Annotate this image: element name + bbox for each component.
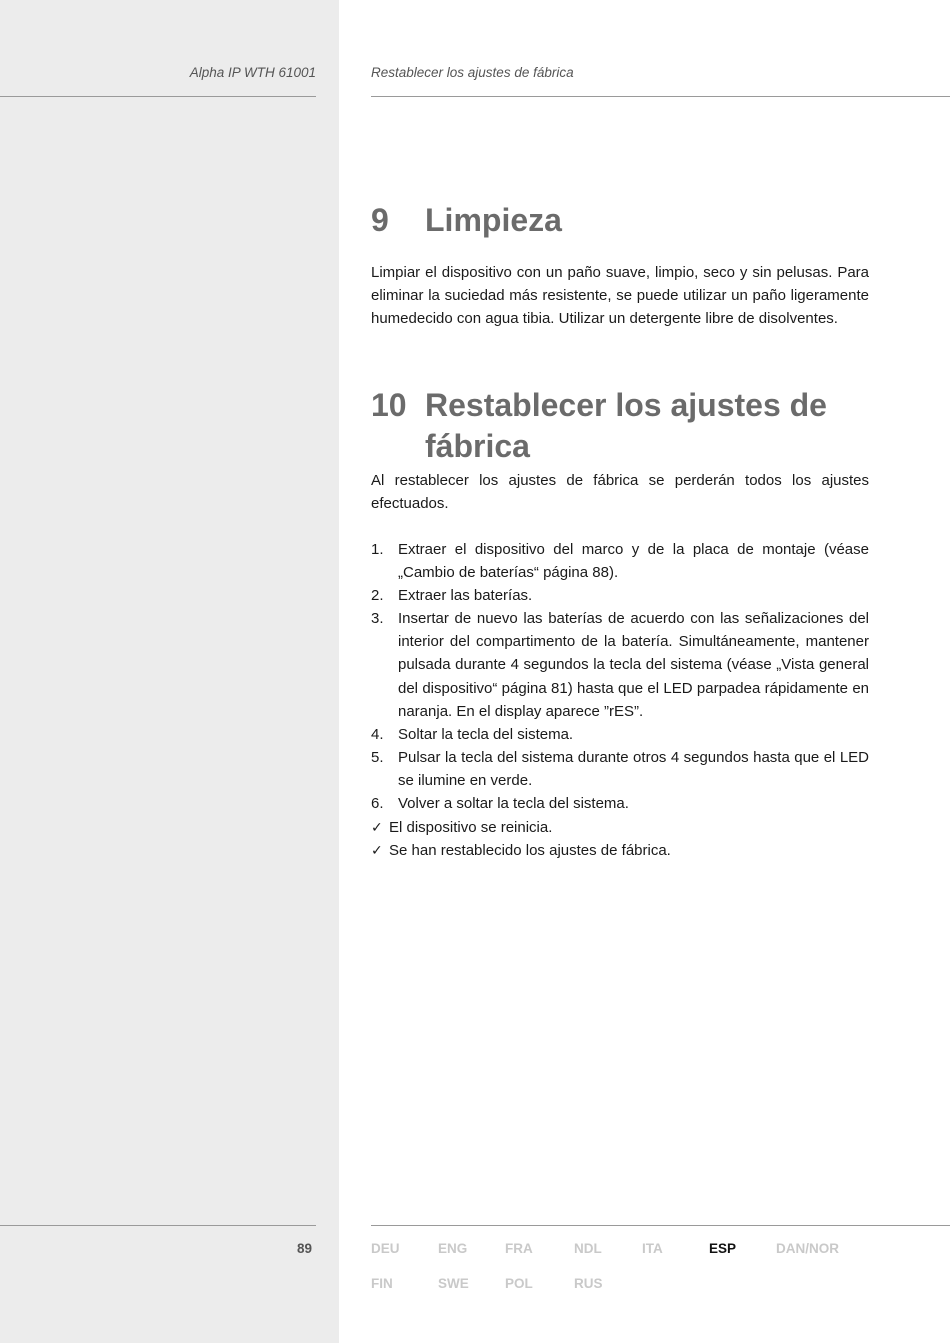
results-list bbox=[371, 816, 869, 862]
list-item: 3. Insertar de nuevo las baterías de acuerdo con las señalizaciones del interior del compartimento de la batería. Simultáneamente, mantener pulsada durante 4 segundos la tecla del sistema (véase „Vista general del dispositivo“ página 81) hasta que el LED parpadea rápidamente en naranja. En el display aparece ”rES”. bbox=[371, 610, 869, 720]
lang-pol[interactable]: POL bbox=[505, 1276, 533, 1291]
section-10-title: Restablecer los ajustes de fábrica bbox=[425, 387, 827, 464]
lang-swe[interactable]: SWE bbox=[438, 1276, 469, 1291]
lang-fra[interactable]: FRA bbox=[505, 1241, 533, 1256]
checkmark-icon: ✓ bbox=[371, 819, 383, 835]
lang-deu[interactable]: DEU bbox=[371, 1241, 400, 1256]
checkmark-icon: ✓ bbox=[371, 842, 383, 859]
footer-divider-right bbox=[371, 1225, 950, 1226]
footer-divider-left bbox=[0, 1225, 316, 1226]
result-item: ✓ Se han restablecido los ajustes de fábrica. bbox=[371, 839, 869, 862]
list-item: 4. Soltar la tecla del sistema. bbox=[371, 725, 574, 743]
lang-esp[interactable]: ESP bbox=[709, 1241, 737, 1256]
list-item: 5. Pulsar la tecla del sistema durante otros 4 segundos hasta que el LED se ilumine en verde. bbox=[371, 748, 869, 789]
lang-rus[interactable]: RUS bbox=[574, 1276, 603, 1291]
header-product-name: Alpha IP WTH 61001 bbox=[189, 65, 316, 80]
header-divider-right bbox=[371, 96, 950, 97]
section-10-number: 10 bbox=[371, 387, 407, 423]
section-10-heading bbox=[371, 385, 869, 467]
lang-fin[interactable]: FIN bbox=[371, 1276, 393, 1291]
lang-dan-nor[interactable]: DAN/NOR bbox=[776, 1241, 839, 1256]
list-item: 6. Volver a soltar la tecla del sistema. bbox=[371, 795, 629, 813]
page-number: 89 bbox=[296, 1241, 312, 1256]
result-item: ✓ El dispositivo se reinicia. bbox=[371, 816, 869, 839]
section-10-intro: Al restablecer los ajustes de fábrica se perderán todos los ajustes efectuados. bbox=[371, 472, 869, 513]
list-item: 2. Extraer las baterías. bbox=[371, 587, 533, 605]
lang-ita[interactable]: ITA bbox=[642, 1241, 663, 1256]
list-item: 1. Extraer el dispositivo del marco y de la placa de montaje (véase „Cambio de baterías“ página 88). bbox=[371, 541, 869, 582]
lang-eng[interactable]: ENG bbox=[438, 1241, 468, 1256]
section-9-number: 9 bbox=[371, 202, 389, 238]
header-section-title: Restablecer los ajustes de fábrica bbox=[371, 65, 574, 80]
section-9-body: Limpiar el dispositivo con un paño suave, limpio, seco y sin pelusas. Para eliminar la suciedad más resistente, se puede utilizar un paño ligeramente humedecido con agua tibia. Utilizar un detergente libre de disolventes. bbox=[371, 264, 869, 328]
section-9-heading bbox=[371, 200, 869, 241]
reset-steps-list bbox=[371, 538, 869, 815]
left-sidebar bbox=[0, 0, 339, 1343]
section-9-title: Limpieza bbox=[425, 202, 562, 238]
lang-ndl[interactable]: NDL bbox=[574, 1241, 602, 1256]
header-divider-left bbox=[0, 96, 316, 97]
